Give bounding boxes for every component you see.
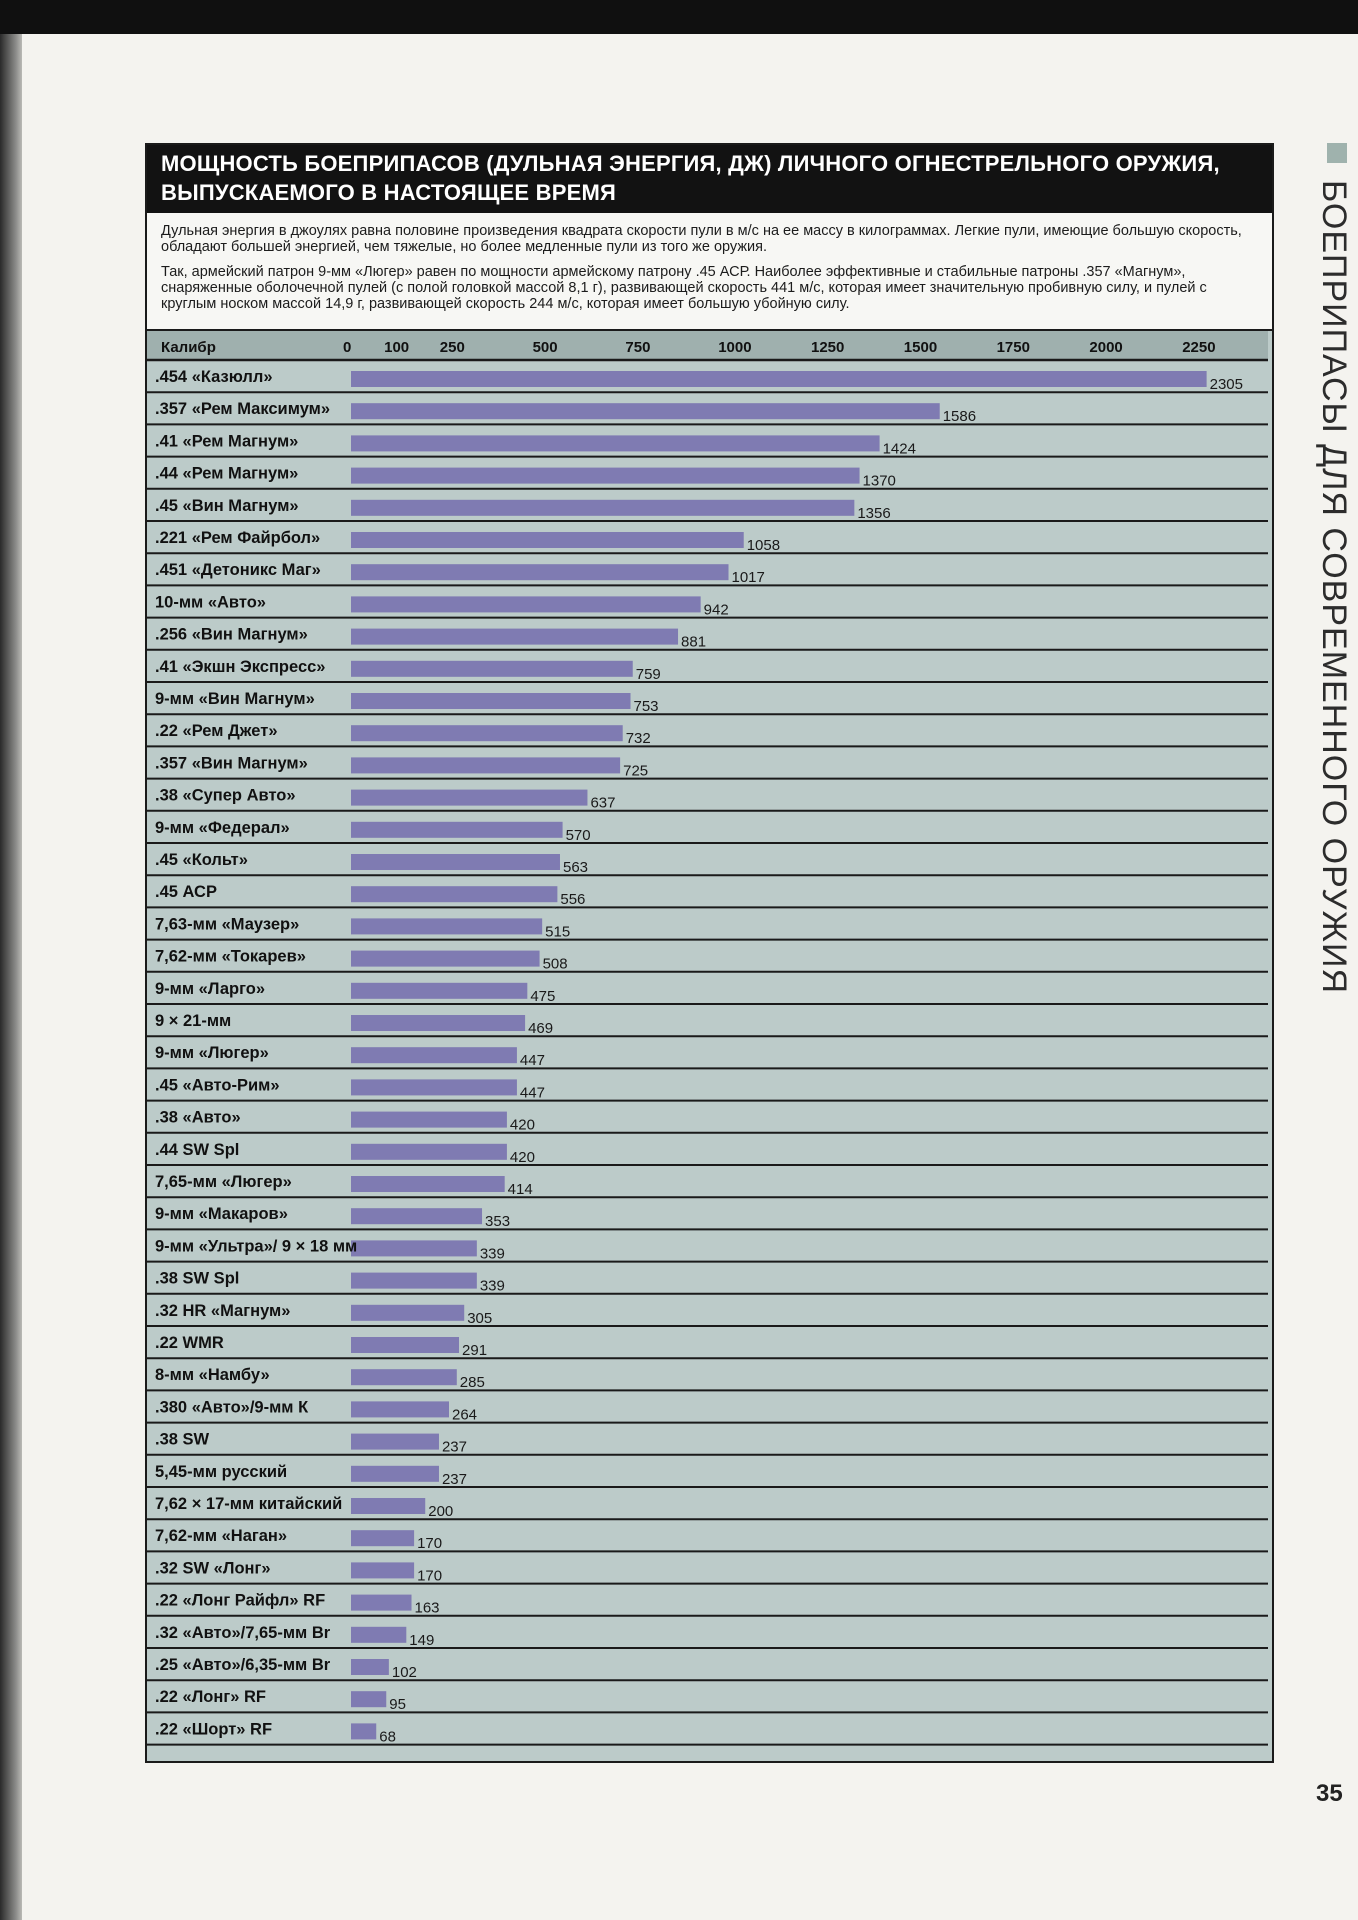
caliber-label: .44 «Рем Магнум» [155, 464, 299, 483]
bar-value-label: 339 [479, 1245, 505, 1263]
caliber-label: .32 SW «Лонг» [155, 1559, 271, 1578]
energy-bar [351, 1498, 425, 1514]
energy-bar-chart [147, 329, 1272, 1761]
energy-bar [351, 951, 540, 967]
caliber-label: .22 «Шорт» RF [155, 1720, 273, 1739]
bar-value-label: 95 [389, 1696, 406, 1714]
caliber-label: .25 «Авто»/6,35-мм Br [155, 1656, 331, 1674]
bar-value-label: 291 [462, 1342, 488, 1359]
energy-bar [351, 661, 633, 677]
x-tick-label: 1750 [996, 339, 1030, 356]
bar-value-label: 447 [519, 1084, 545, 1102]
energy-bar [351, 371, 1207, 387]
caliber-label: 9 × 21-мм [155, 1012, 232, 1030]
bar-value-label: 1017 [731, 569, 765, 587]
bar-value-label: 237 [441, 1470, 468, 1488]
caliber-label: .41 «Рем Магнум» [155, 432, 299, 451]
energy-bar [351, 1369, 457, 1385]
caliber-label: 9-мм «Люгер» [155, 1044, 269, 1063]
energy-bar [351, 1305, 464, 1321]
bar-value-label: 637 [590, 794, 616, 812]
bar-value-label: 339 [479, 1277, 505, 1295]
bar-value-label: 163 [414, 1599, 440, 1617]
bar-value-label: 732 [625, 730, 651, 748]
caliber-label: .38 «Авто» [155, 1108, 241, 1127]
bar-value-label: 725 [623, 762, 649, 780]
caliber-label: .32 «Авто»/7,65-мм Br [155, 1623, 331, 1642]
energy-bar [351, 1079, 517, 1095]
energy-bar [351, 1530, 414, 1546]
energy-bar [351, 435, 880, 451]
bar-value-label: 149 [409, 1631, 435, 1649]
caliber-label: 5,45-мм русский [155, 1462, 288, 1481]
page-number: 35 [1316, 1780, 1343, 1807]
bar-value-label: 447 [519, 1052, 545, 1070]
energy-bar [351, 468, 860, 484]
caliber-label: .22 «Лонг Райфл» RF [155, 1591, 326, 1610]
caliber-label: .45 АСР [155, 883, 217, 902]
x-tick-label: 100 [384, 339, 410, 356]
caliber-label: .38 SW Spl [155, 1269, 240, 1288]
energy-bar [351, 886, 557, 902]
caliber-label: 7,65-мм «Люгер» [155, 1173, 292, 1191]
caliber-label: .22 «Рем Джет» [155, 722, 278, 741]
caliber-label: .41 «Экшн Экспресс» [155, 657, 326, 676]
bar-value-label: 1058 [746, 537, 781, 554]
caliber-label: .454 «Казюлл» [155, 368, 273, 386]
energy-bar [351, 693, 631, 709]
energy-bar [351, 532, 744, 548]
bar-value-label: 508 [542, 955, 568, 973]
bar-value-label: 200 [428, 1503, 454, 1520]
energy-bar [351, 1562, 414, 1578]
energy-bar [351, 500, 854, 516]
bar-value-label: 563 [562, 859, 589, 876]
x-tick-label: 250 [439, 339, 465, 356]
bar-value-label: 1356 [857, 504, 891, 522]
x-tick-label: 500 [532, 339, 558, 356]
x-tick-label: 1500 [903, 339, 938, 356]
caliber-label: .451 «Детоникс Маг» [155, 561, 321, 580]
energy-bar [351, 1466, 439, 1482]
caliber-label: 7,62 × 17-мм китайский [155, 1495, 343, 1513]
caliber-label: 10-мм «Авто» [155, 593, 266, 612]
energy-bar [351, 564, 729, 580]
panel-title-line-1: МОЩНОСТЬ БОЕПРИПАСОВ (ДУЛЬНАЯ ЭНЕРГИЯ, ДЖ) ЛИЧНОГО ОГНЕСТРЕЛЬНОГО ОРУЖИЯ, [161, 151, 1220, 176]
caliber-label: .380 «Авто»/9-мм К [155, 1398, 309, 1417]
category-header: Калибр [161, 339, 216, 356]
x-tick-label: 1250 [811, 339, 845, 356]
energy-bar [351, 1434, 439, 1450]
caliber-label: 9-мм «Вин Магнум» [155, 690, 315, 708]
bar-value-label: 237 [441, 1438, 468, 1456]
energy-bar [351, 1240, 477, 1256]
caliber-label: .45 «Вин Магнум» [155, 496, 299, 515]
bar-value-label: 102 [391, 1664, 417, 1681]
caliber-label: .45 «Авто-Рим» [155, 1076, 280, 1095]
caliber-label: .38 SW [155, 1430, 210, 1449]
caliber-label: .221 «Рем Файрбол» [155, 529, 321, 547]
caliber-label: .45 «Кольт» [155, 851, 248, 869]
energy-bar [351, 1208, 482, 1224]
intro-text [147, 213, 1272, 329]
energy-bar [351, 983, 527, 999]
energy-chart-svg [147, 331, 1268, 1761]
x-tick-label: 2250 [1182, 339, 1216, 356]
energy-bar [351, 1337, 459, 1353]
caliber-label: 9-мм «Ларго» [155, 979, 265, 998]
energy-bar [351, 1659, 389, 1675]
energy-bar [351, 1723, 376, 1739]
caliber-label: .32 HR «Магнум» [155, 1301, 291, 1320]
bar-value-label: 942 [703, 601, 729, 619]
section-side-title: БОЕПРИПАСЫ ДЛЯ СОВРЕМЕННОГО ОРУЖИЯ [1315, 180, 1353, 995]
bar-value-label: 515 [545, 923, 571, 941]
energy-bar [351, 854, 560, 870]
bar-value-label: 570 [565, 826, 591, 844]
ammo-energy-panel [145, 143, 1274, 1763]
bar-value-label: 285 [459, 1374, 485, 1392]
energy-bar [351, 1401, 449, 1417]
caliber-label: .38 «Супер Авто» [155, 786, 296, 805]
x-tick-label: 1000 [718, 339, 752, 356]
energy-bar [351, 1627, 406, 1643]
energy-bar [351, 1273, 477, 1289]
x-tick-label: 0 [343, 339, 352, 356]
bar-value-label: 414 [507, 1181, 533, 1198]
energy-bar [351, 725, 623, 741]
caliber-label: .357 «Вин Магнум» [155, 754, 308, 773]
bar-value-label: 1370 [862, 472, 896, 490]
bar-value-label: 1586 [942, 408, 977, 426]
energy-bar [351, 629, 678, 645]
intro-paragraph-2: Так, армейский патрон 9-мм «Люгер» равен по мощности армейскому патрону .45 АСР. Наиболее эффективные и стабильные патроны .357 «Магнум», снаряженные оболочечной пулей (с полой головкой массой 8,1 г), развивающей скорость 441 м/с, которая имеет значительную пробивную силу, и пулей с круглым носком массой 14,9 г, развивающей скорость 244 м/с, которая имеет большую убойную силу. [161, 264, 1207, 312]
energy-bar [351, 596, 701, 612]
bar-value-label: 881 [681, 633, 707, 651]
bar-value-label: 759 [635, 665, 661, 683]
panel-title [147, 145, 1272, 213]
energy-bar [351, 822, 563, 838]
energy-bar [351, 918, 542, 934]
energy-bar [351, 1047, 517, 1063]
bar-value-label: 475 [530, 987, 556, 1005]
bar-value-label: 1424 [882, 440, 916, 458]
caliber-label: .256 «Вин Магнум» [155, 625, 308, 644]
caliber-label: 9-мм «Макаров» [155, 1205, 288, 1224]
caliber-label: 9-мм «Ультра»/ 9 × 18 мм [155, 1237, 358, 1256]
bar-value-label: 264 [451, 1406, 478, 1424]
caliber-label: 7,63-мм «Маузер» [155, 915, 300, 934]
x-tick-label: 750 [625, 339, 651, 356]
bar-value-label: 469 [528, 1020, 554, 1037]
bar-value-label: 353 [485, 1213, 511, 1231]
caliber-label: 9-мм «Федерал» [155, 818, 290, 837]
intro-paragraph-1: Дульная энергия в джоулях равна половине произведения квадрата скорости пули в м/с на ее массу в килограммах. Легкие пули, имеющие большую скорость, обладают большей энергией, чем тяжелые, но более медленные пули из того же оружия. [161, 223, 1242, 255]
caliber-label: .357 «Рем Максимум» [155, 400, 331, 419]
bar-value-label: 420 [509, 1116, 535, 1134]
caliber-label: .22 «Лонг» RF [155, 1688, 266, 1707]
bar-value-label: 2305 [1209, 376, 1243, 393]
energy-bar [351, 1015, 525, 1031]
bar-value-label: 305 [467, 1309, 493, 1327]
energy-bar [351, 1691, 386, 1707]
panel-title-line-2: ВЫПУСКАЕМОГО В НАСТОЯЩЕЕ ВРЕМЯ [161, 180, 616, 205]
bar-value-label: 753 [633, 698, 659, 715]
caliber-label: .22 WMR [155, 1334, 224, 1352]
section-marker [1327, 143, 1347, 163]
energy-bar [351, 757, 620, 773]
bar-value-label: 556 [560, 891, 586, 909]
energy-bar [351, 1176, 505, 1192]
caliber-label: .44 SW Spl [155, 1140, 240, 1159]
energy-bar [351, 790, 587, 806]
bar-value-label: 170 [417, 1567, 443, 1585]
energy-bar [351, 1595, 412, 1611]
caliber-label: 8-мм «Намбу» [155, 1366, 270, 1385]
caliber-label: 7,62-мм «Токарев» [155, 947, 306, 966]
bar-value-label: 170 [417, 1535, 443, 1553]
x-tick-label: 2000 [1089, 339, 1123, 356]
caliber-label: 7,62-мм «Наган» [155, 1527, 288, 1546]
bar-value-label: 420 [509, 1148, 535, 1166]
energy-bar [351, 403, 940, 419]
bar-value-label: 68 [379, 1728, 396, 1746]
energy-bar [351, 1112, 507, 1128]
energy-bar [351, 1144, 507, 1160]
